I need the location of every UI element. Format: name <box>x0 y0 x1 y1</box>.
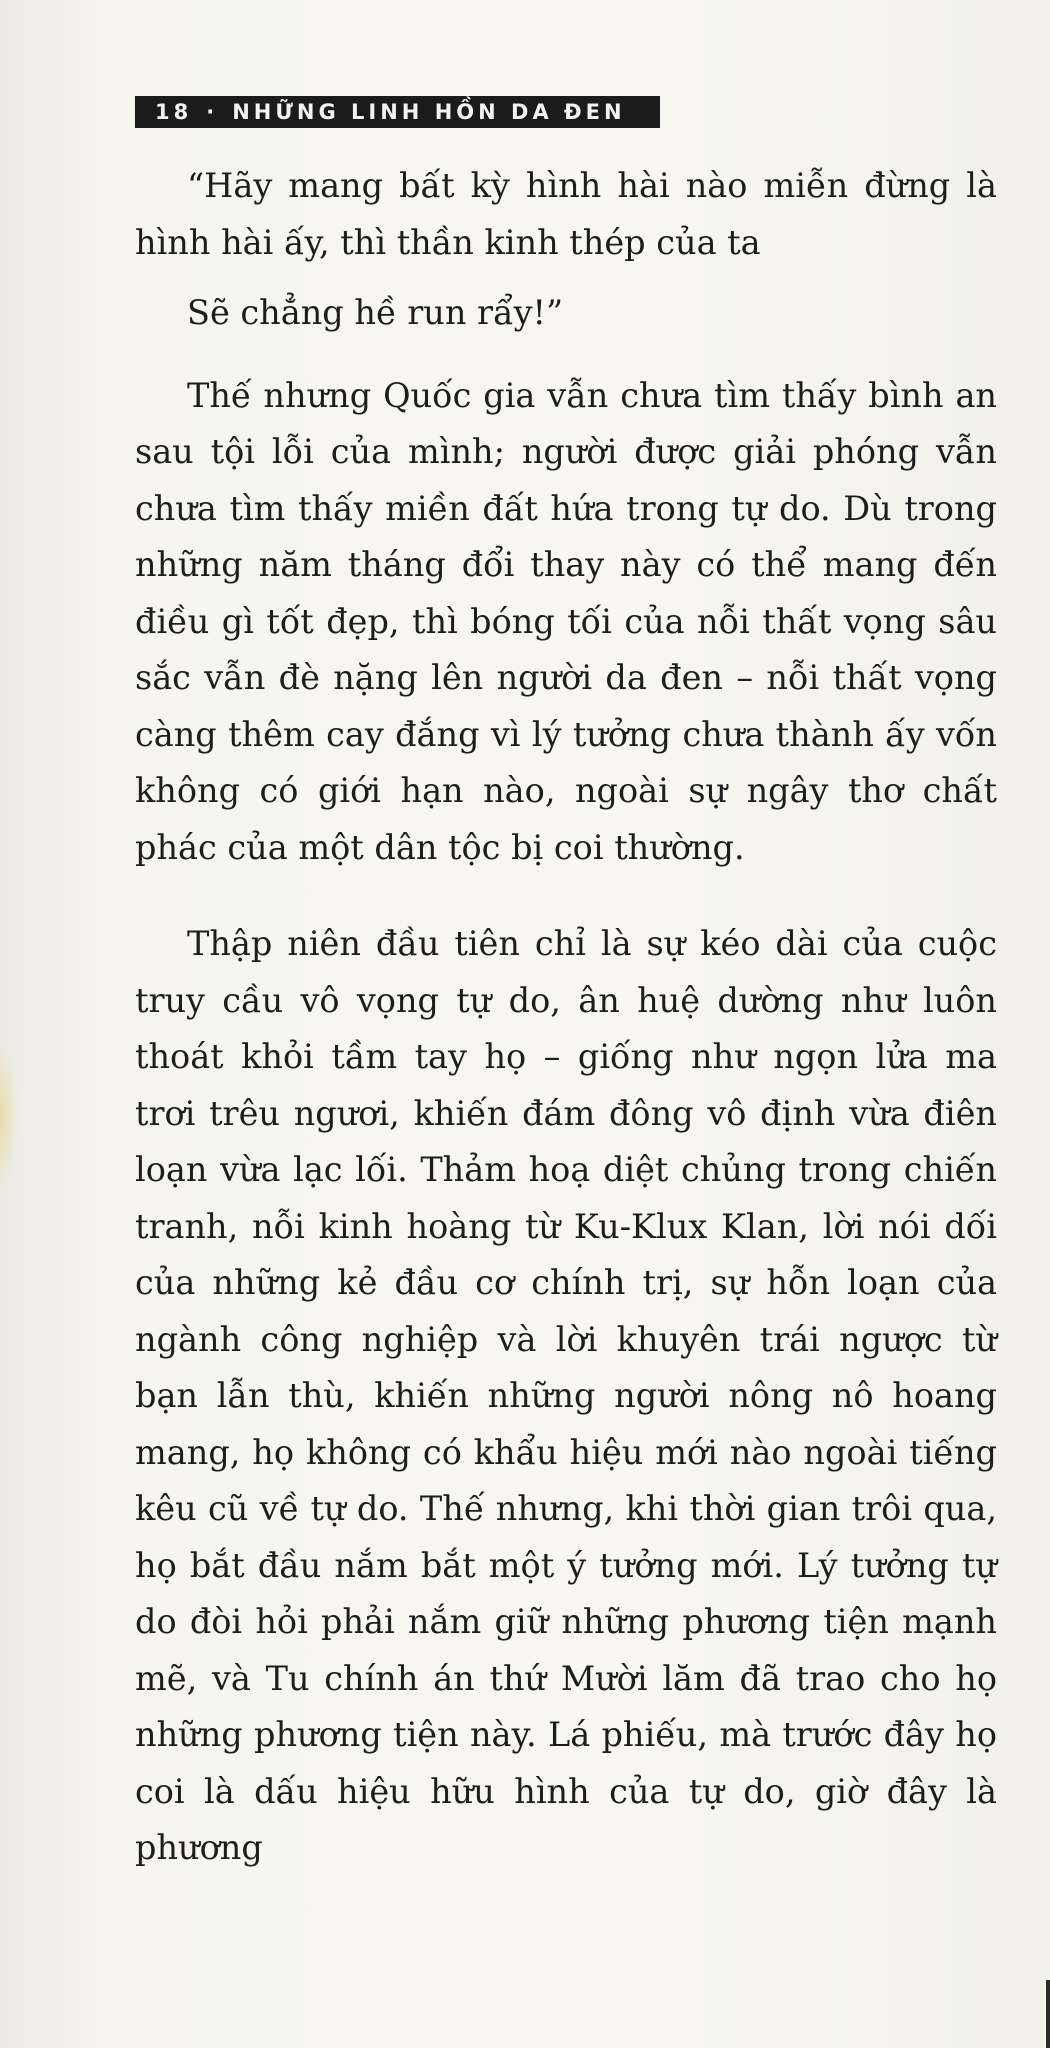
book-title: NHỮNG LINH HỒN DA ĐEN <box>232 100 626 124</box>
page-edge-mark <box>1046 1980 1050 2048</box>
page-number: 18 <box>155 100 193 124</box>
paragraph-2: Thế nhưng Quốc gia vẫn chưa tìm thấy bình an sau tội lỗi của mình; người được giải phóng vẫn chưa tìm thấy miền đất hứa trong tự do. Dù trong những năm tháng đổi thay này có thể mang đến điều gì tốt đẹp, thì bóng tối của nỗi thất vọng sâu sắc vẫn đè nặng lên người da đen – nỗi thất vọng càng thêm cay đắng vì lý tưởng chưa thành ấy vốn không có giới hạn nào, ngoài sự ngây thơ chất phác của một dân tộc bị coi thường. <box>135 375 997 867</box>
page-edge-shadow <box>0 1040 18 1190</box>
running-header <box>135 96 660 128</box>
paragraph-3: Thập niên đầu tiên chỉ là sự kéo dài của cuộc truy cầu vô vọng tự do, ân huệ dường như luôn thoát khỏi tầm tay họ – giống như ngọn lửa ma trơi trêu ngươi, khiến đám đông vô định vừa điên loạn vừa lạc lối. Thảm hoạ diệt chủng trong chiến tranh, nỗi kinh hoàng từ Ku-Klux Klan, lời nói dối của những kẻ đầu cơ chính trị, sự hỗn loạn của ngành công nghiệp và lời khuyên trái ngược từ bạn lẫn thù, khiến những người nông nô hoang mang, họ không có khẩu hiệu mới nào ngoài tiếng kêu cũ về tự do. Thế nhưng, khi thời gian trôi qua, họ bắt đầu nắm bắt một ý tưởng mới. Lý tưởng tự do đòi hỏi phải nắm giữ những phương tiện mạnh mẽ, và Tu chính án thứ Mười lăm đã trao cho họ những phương tiện này. Lá phiếu, mà trước đây họ coi là dấu hiệu hữu hình của tự do, giờ đây là phương <box>135 924 997 1867</box>
body-text <box>135 158 997 1877</box>
paragraph-quote-line-1: “Hãy mang bất kỳ hình hài nào miễn đừng là hình hài ấy, thì thần kinh thép của ta <box>135 166 997 262</box>
paragraph-quote-line-2: Sẽ chẳng hề run rẩy!” <box>187 293 564 332</box>
header-separator: · <box>206 100 219 124</box>
